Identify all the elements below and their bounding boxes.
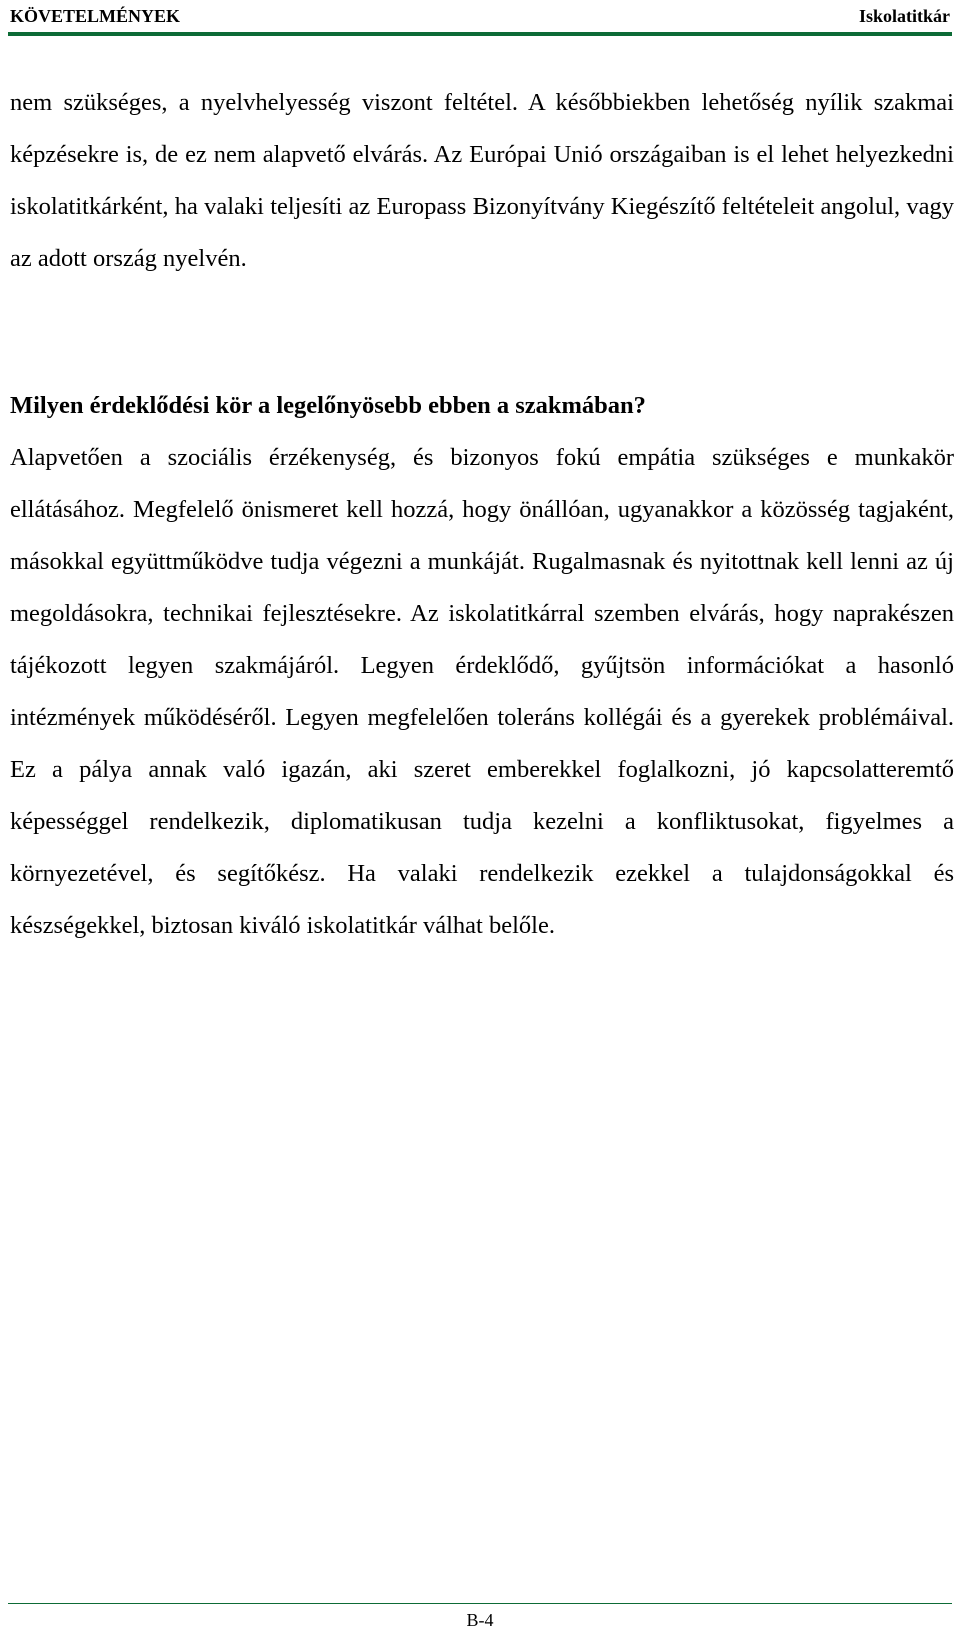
running-header xyxy=(10,2,950,28)
body-paragraph-2: Alapvetően a szociális érzékenység, és bizonyos fokú empátia szükséges e munkakör ellátásához. Megfelelő önismeret kell hozzá, hogy önállóan, ugyanakkor a közösség tagjaként, másokkal együttműködve tudja végezni a munkáját. Rugalmasnak és nyitottnak kell lenni az új megoldásokra, technikai fejlesztésekre. Az iskolatitkárral szemben elvárás, hogy naprakészen tájékozott legyen szakmájáról. Legyen érdeklődő, gyűjtsön információkat a hasonló intézmények működéséről. Legyen megfelelően toleráns kollégái és a gyerekek problémáival. Ez a pálya annak való igazán, aki szeret emberekkel foglalkozni, jó kapcsolatteremtő képességgel rendelkezik, diplomatikusan tudja kezelni a konfliktusokat, figyelmes a környezetével, és segítőkész. Ha valaki rendelkezik ezekkel a tulajdonságokkal és készségekkel, biztosan kiváló iskolatitkár válhat belőle. xyxy=(10,444,954,939)
header-document-title: Iskolatitkár xyxy=(858,6,950,26)
footer-rule xyxy=(8,1603,952,1604)
header-section-title: KÖVETELMÉNYEK xyxy=(10,6,181,26)
header-rule xyxy=(8,32,952,36)
section-heading: Milyen érdeklődési kör a legelőnyösebb ebben a szakmában? xyxy=(10,392,646,419)
page-number: B-4 xyxy=(466,1610,494,1630)
body-paragraph-1: nem szükséges, a nyelvhelyesség viszont feltétel. A későbbiekben lehetőség nyílik szakmai képzésekre is, de ez nem alapvető elvárás. Az Európai Unió országaiban is el lehet helyezkedni iskolatitkárként, ha valaki teljesíti az Europass Bizonyítvány Kiegészítő feltételeit angolul, vagy az adott ország nyelvén. xyxy=(10,89,954,272)
